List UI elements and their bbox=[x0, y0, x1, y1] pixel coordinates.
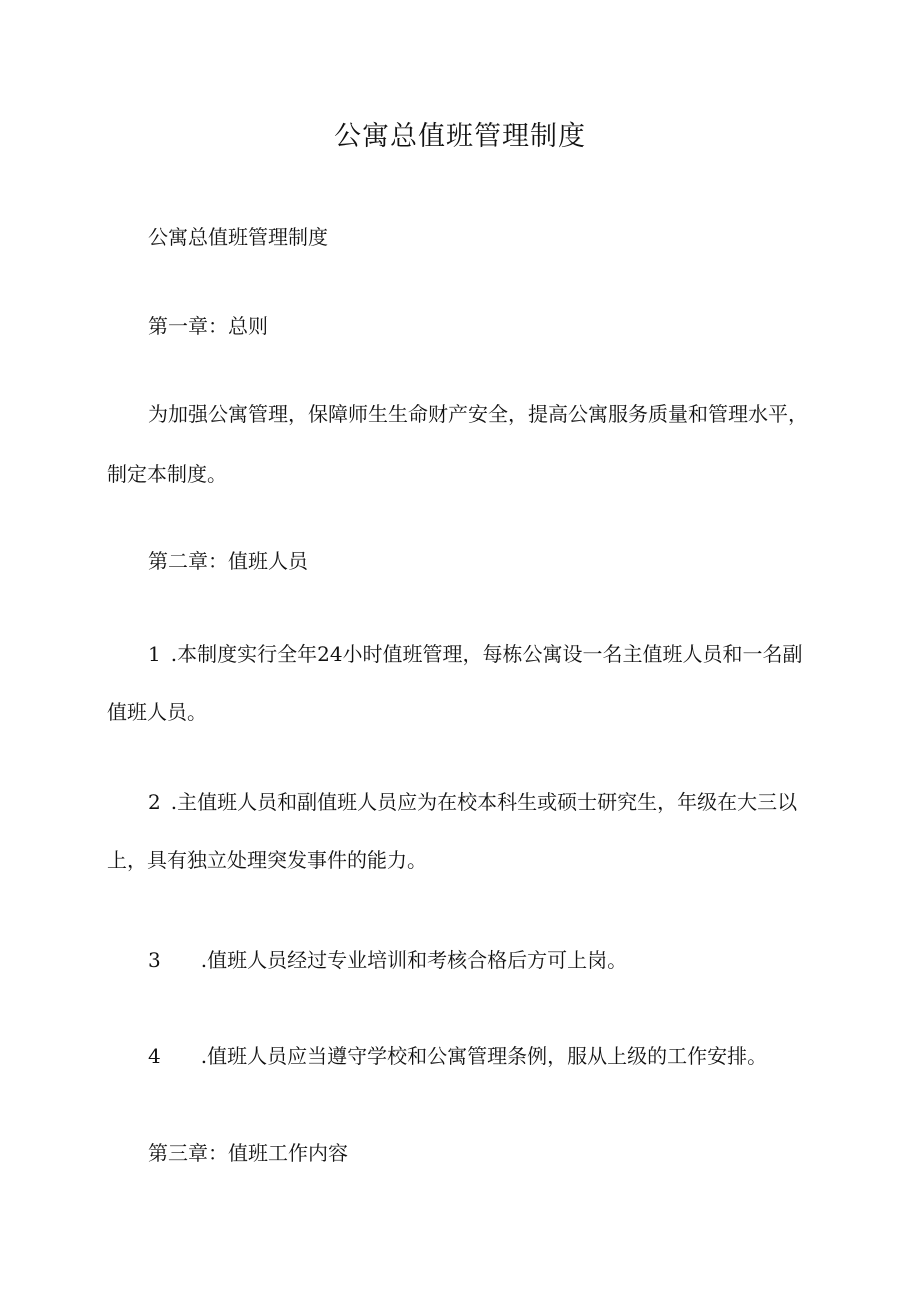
item-4-text: .值班人员应当遵守学校和公寓管理条例，服从上级的工作安排。 bbox=[200, 1044, 768, 1068]
item-3-text: .值班人员经过专业培训和考核合格后方可上岗。 bbox=[200, 948, 628, 972]
item-3-paragraph bbox=[107, 940, 807, 980]
item-2-line-1 bbox=[107, 782, 807, 822]
chapter-2-heading: 第二章：值班人员 bbox=[148, 549, 308, 573]
item-1-number: 1 bbox=[148, 642, 161, 666]
chapter-1-heading: 第一章：总则 bbox=[148, 314, 268, 338]
item-1-text: .本制度实行全年24小时值班管理，每栋公寓设一名主值班人员和一名副 bbox=[170, 642, 803, 666]
item-1-line-2: 值班人员。 bbox=[107, 700, 207, 724]
item-2-paragraph bbox=[107, 782, 807, 880]
item-2-line-2: 上，具有独立处理突发事件的能力。 bbox=[107, 848, 427, 872]
purpose-paragraph bbox=[107, 394, 807, 494]
item-4-paragraph bbox=[107, 1036, 807, 1076]
item-2-number: 2 bbox=[148, 790, 161, 814]
purpose-line-1: 为加强公寓管理，保障师生生命财产安全，提高公寓服务质量和管理水平， bbox=[148, 402, 808, 426]
document-subtitle: 公寓总值班管理制度 bbox=[148, 225, 328, 249]
item-1-paragraph bbox=[107, 634, 807, 732]
item-3-line bbox=[107, 940, 807, 980]
item-1-line-1 bbox=[107, 634, 807, 674]
chapter-3-heading: 第三章：值班工作内容 bbox=[148, 1141, 348, 1165]
item-4-line bbox=[107, 1036, 807, 1076]
item-4-number: 4 bbox=[148, 1044, 161, 1068]
item-2-text: .主值班人员和副值班人员应为在校本科生或硕士研究生，年级在大三以 bbox=[170, 790, 798, 814]
purpose-line-2: 制定本制度。 bbox=[107, 462, 227, 486]
item-3-number: 3 bbox=[148, 948, 161, 972]
document-title: 公寓总值班管理制度 bbox=[334, 121, 586, 152]
